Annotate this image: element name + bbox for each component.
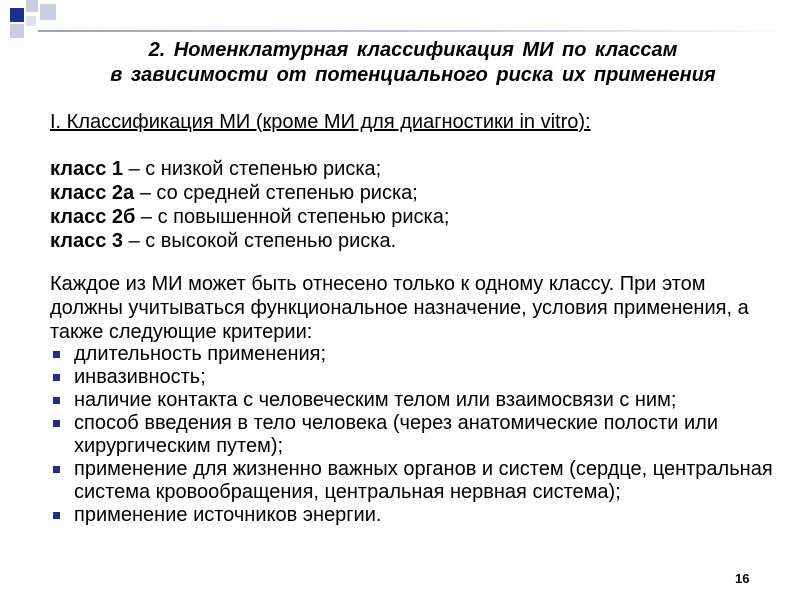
section-subtitle: I. Классификация МИ (кроме МИ для диагностики in vitro):	[50, 111, 591, 133]
list-item	[50, 504, 780, 527]
class-label: класс 1	[50, 158, 124, 180]
square-bullet-icon	[53, 351, 60, 358]
list-item-text: инвазивность;	[74, 366, 206, 388]
list-item-text: применение источников энергии.	[74, 504, 382, 526]
class-item	[50, 181, 449, 205]
list-item	[50, 389, 780, 412]
slide-title-line2: в зависимости от потенциального риска их применения	[110, 64, 716, 86]
decor-square-dark	[10, 8, 24, 22]
criteria-intro-paragraph: Каждое из МИ может быть отнесено только к одному классу. При этом должны учитываться функциональное назначение, условия применения, а также следующие критерии:	[50, 273, 749, 343]
slide-title-line1: 2. Номенклатурная классификация МИ по классам	[148, 39, 678, 61]
class-label: класс 3	[50, 230, 124, 252]
class-label: класс 2б	[50, 206, 136, 228]
list-item-text: способ введения в тело человека (через анатомические полости или хирургическим путем);	[74, 412, 719, 457]
decor-square-light	[40, 4, 56, 20]
class-item	[50, 229, 449, 253]
square-bullet-icon	[53, 512, 60, 519]
square-bullet-icon	[53, 466, 60, 473]
criteria-list	[50, 343, 780, 527]
list-item	[50, 412, 780, 458]
class-item	[50, 157, 449, 181]
slide-title	[48, 38, 778, 88]
list-item	[50, 458, 780, 504]
class-description: – с низкой степенью риска;	[123, 158, 382, 180]
class-description: – с высокой степенью риска.	[123, 230, 397, 252]
list-item-text: применение для жизненно важных органов и систем (сердце, центральная система кровообращения, центральная нервная система);	[74, 458, 773, 503]
decor-square-light	[10, 24, 24, 38]
list-item	[50, 366, 780, 389]
class-list	[50, 157, 449, 253]
decor-square-light	[26, 0, 38, 12]
square-bullet-icon	[53, 374, 60, 381]
page-number: 16	[735, 571, 750, 586]
decor-square-light	[26, 16, 36, 26]
list-item-text: длительность применения;	[74, 343, 327, 365]
class-description: – со средней степенью риска;	[134, 182, 418, 204]
class-item	[50, 205, 449, 229]
square-bullet-icon	[53, 420, 60, 427]
list-item	[50, 343, 780, 366]
class-description: – с повышенной степенью риска;	[135, 206, 450, 228]
class-label: класс 2а	[50, 182, 135, 204]
header-divider	[38, 30, 800, 32]
square-bullet-icon	[53, 397, 60, 404]
list-item-text: наличие контакта с человеческим телом или взаимосвязи с ним;	[74, 389, 677, 411]
